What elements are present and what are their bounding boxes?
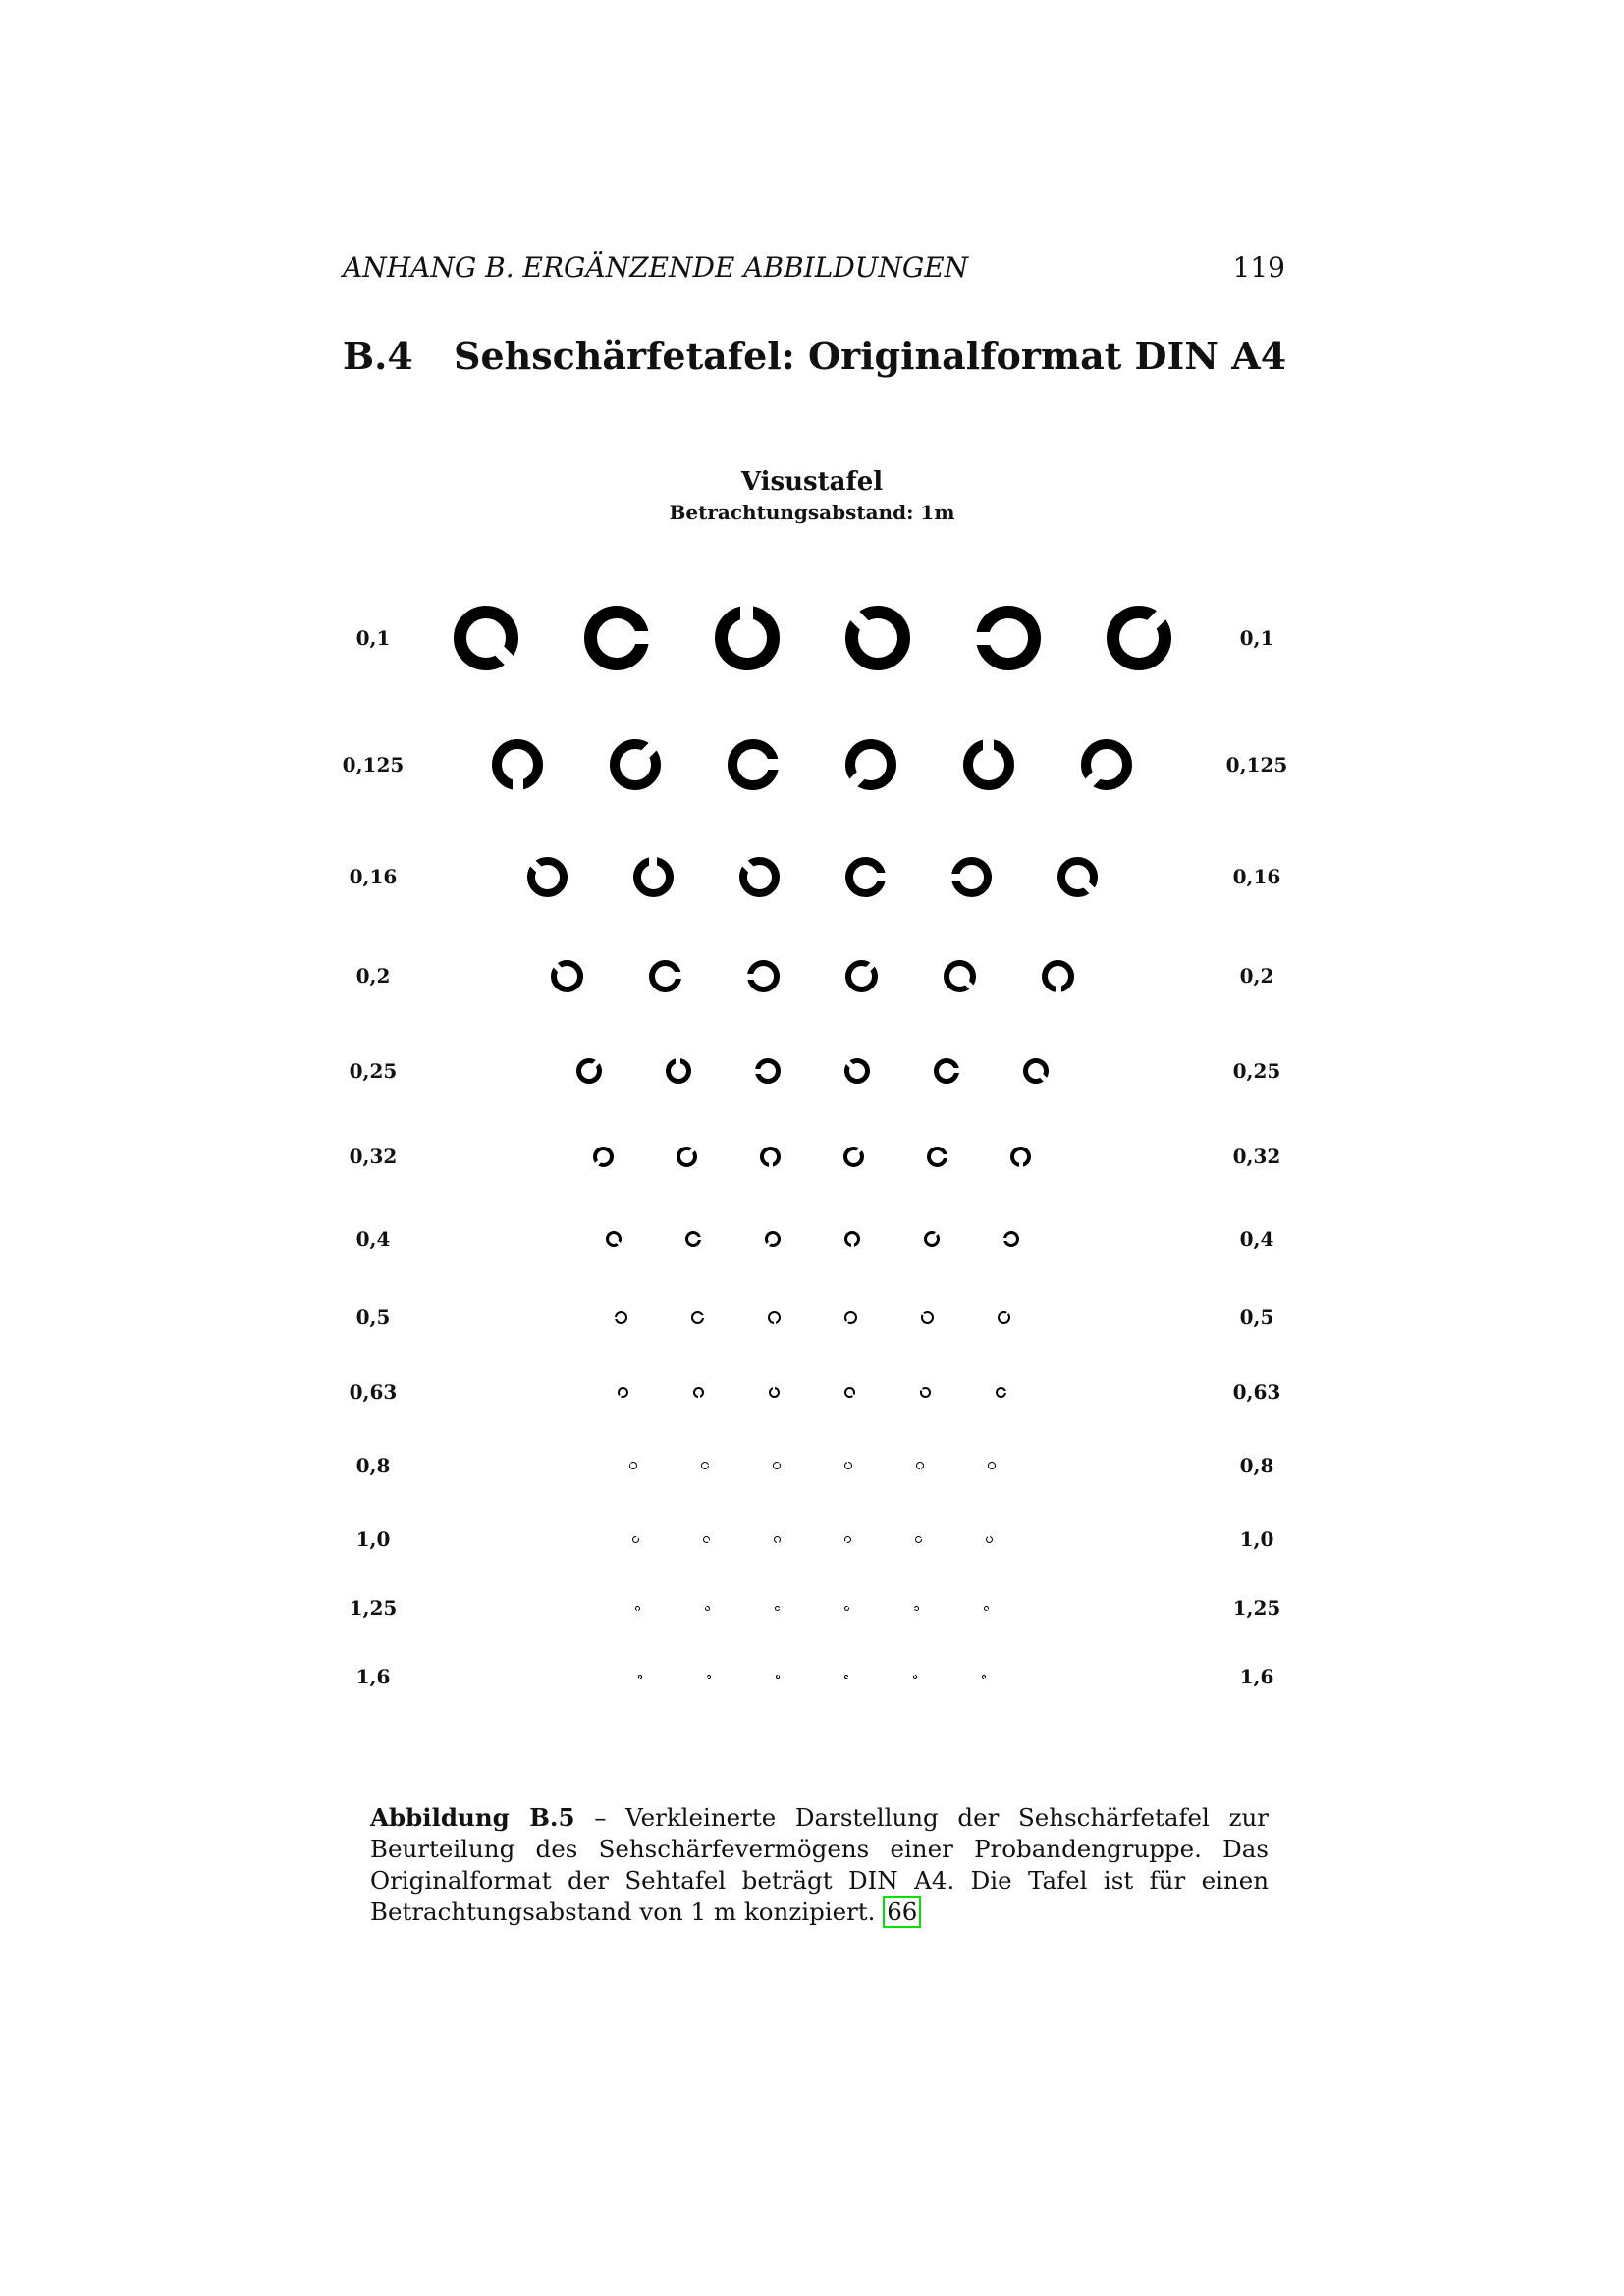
ring-gap bbox=[921, 1312, 926, 1317]
ring-gap bbox=[637, 1609, 638, 1612]
ring-gap bbox=[673, 972, 681, 979]
landolt-ring bbox=[673, 1142, 702, 1171]
landolt-ring bbox=[492, 739, 543, 790]
ring-gap bbox=[849, 611, 869, 630]
ring-gap bbox=[1003, 1311, 1008, 1316]
landolt-ring bbox=[1003, 1231, 1019, 1247]
ring-gap bbox=[1147, 610, 1166, 629]
visus-label-left: 0,4 bbox=[355, 1227, 391, 1251]
landolt-ring bbox=[996, 1387, 1006, 1398]
landolt-ring bbox=[706, 1674, 712, 1680]
ring-gap bbox=[769, 1161, 773, 1167]
landolt-ring bbox=[774, 1536, 781, 1543]
ring-gap bbox=[639, 1677, 640, 1680]
visus-label-left: 0,1 bbox=[355, 626, 391, 650]
ring-gap bbox=[591, 1059, 600, 1068]
caption-text: – Verkleinerte Darstellung der Sehschärfetafel zur Beurteilung des Sehschärfevermögens einer Probandengruppe. Das Originalformat der Sehtafel beträgt DIN A4. Die Tafel ist für einen Betrachtungsabstand von 1 m konzipiert. bbox=[370, 1803, 1269, 1926]
ring-gap bbox=[513, 778, 522, 790]
ring-gap bbox=[1082, 881, 1095, 894]
ring-gap bbox=[876, 873, 886, 881]
ring-gap bbox=[952, 1068, 959, 1073]
ring-gap bbox=[844, 1539, 847, 1542]
landolt-ring bbox=[934, 1058, 959, 1084]
visus-label-left: 1,6 bbox=[355, 1665, 391, 1688]
section-heading bbox=[343, 334, 1286, 378]
ring-gap bbox=[943, 1154, 948, 1158]
landolt-ring bbox=[844, 1231, 860, 1247]
ring-gap bbox=[1038, 1074, 1047, 1083]
landolt-ring bbox=[920, 1228, 943, 1251]
landolt-ring bbox=[616, 1384, 631, 1400]
ring-gap bbox=[618, 1393, 623, 1398]
landolt-ring bbox=[839, 1053, 875, 1090]
ring-gap bbox=[635, 1535, 638, 1538]
ring-gap bbox=[649, 856, 657, 866]
ring-gap bbox=[919, 1538, 922, 1539]
landolt-ring bbox=[912, 1674, 918, 1680]
landolt-ring bbox=[963, 739, 1014, 790]
landolt-ring bbox=[518, 848, 575, 905]
landolt-ring bbox=[704, 1604, 711, 1611]
landolt-ring bbox=[685, 1231, 701, 1247]
ring-gap bbox=[920, 1387, 925, 1392]
landolt-ring bbox=[544, 953, 590, 999]
landolt-ring bbox=[638, 1675, 642, 1679]
landolt-ring bbox=[1070, 728, 1143, 801]
page-number: 119 bbox=[1232, 251, 1285, 284]
visus-label-left: 0,125 bbox=[342, 753, 405, 776]
visus-label-left: 0,8 bbox=[355, 1454, 391, 1477]
ring-gap bbox=[850, 1393, 855, 1398]
ring-gap bbox=[1003, 1391, 1007, 1393]
ring-gap bbox=[628, 1463, 632, 1467]
landolt-ring bbox=[995, 1308, 1012, 1326]
landolt-ring bbox=[691, 1311, 704, 1324]
landolt-ring bbox=[599, 728, 672, 801]
landolt-ring bbox=[701, 1462, 709, 1469]
figure-caption bbox=[370, 1802, 1269, 1928]
ring-gap bbox=[984, 1677, 987, 1680]
visus-label-right: 1,6 bbox=[1239, 1665, 1274, 1688]
landolt-ring bbox=[701, 1534, 711, 1544]
ring-gap bbox=[699, 1315, 704, 1318]
ring-gap bbox=[849, 772, 865, 787]
landolt-ring bbox=[844, 1462, 852, 1469]
landolt-ring bbox=[842, 1384, 858, 1400]
ring-gap bbox=[777, 1540, 778, 1543]
landolt-ring bbox=[845, 857, 886, 897]
landolt-ring bbox=[775, 1606, 780, 1611]
ring-gap bbox=[850, 1243, 853, 1248]
landolt-ring bbox=[769, 1387, 780, 1398]
chart-subtitle: Betrachtungsabstand: 1m bbox=[669, 501, 955, 524]
landolt-ring bbox=[1049, 848, 1106, 905]
ring-gap bbox=[919, 1467, 921, 1470]
visus-label-left: 1,25 bbox=[349, 1596, 398, 1620]
ring-gap bbox=[529, 859, 542, 872]
landolt-ring bbox=[728, 739, 779, 790]
landolt-ring bbox=[1042, 960, 1074, 992]
ring-gap bbox=[698, 1394, 700, 1398]
ring-gap bbox=[765, 1241, 771, 1247]
ring-gap bbox=[950, 873, 960, 881]
landolt-ring bbox=[693, 1387, 704, 1398]
ring-gap bbox=[933, 1232, 939, 1238]
ring-gap bbox=[778, 1674, 779, 1677]
ring-gap bbox=[975, 632, 990, 645]
ring-gap bbox=[688, 1147, 695, 1153]
landolt-ring bbox=[627, 1460, 638, 1470]
landolt-ring bbox=[843, 1604, 850, 1611]
landolt-ring bbox=[589, 1142, 619, 1171]
landolt-ring bbox=[981, 1674, 987, 1680]
running-title: ANHANG B. ERGÄNZENDE ABBILDUNGEN bbox=[343, 251, 969, 284]
ring-gap bbox=[846, 1677, 849, 1678]
landolt-ring bbox=[986, 1536, 993, 1543]
ring-gap bbox=[845, 1060, 854, 1069]
landolt-ring bbox=[1010, 1147, 1031, 1167]
landolt-ring bbox=[633, 857, 674, 897]
ring-gap bbox=[845, 1318, 850, 1323]
ring-gap bbox=[641, 742, 657, 758]
landolt-ring bbox=[630, 1534, 640, 1544]
landolt-ring bbox=[768, 1311, 781, 1324]
landolt-ring bbox=[649, 960, 681, 992]
visus-label-right: 0,2 bbox=[1239, 964, 1274, 988]
section-title: Sehschärfetafel: Originalformat DIN A4 bbox=[454, 334, 1287, 378]
caption-label: Abbildung B.5 bbox=[370, 1803, 575, 1832]
visus-label-right: 0,4 bbox=[1239, 1227, 1274, 1251]
visus-label-left: 0,16 bbox=[349, 865, 398, 888]
landolt-ring bbox=[983, 1604, 990, 1611]
landolt-ring bbox=[951, 857, 992, 897]
landolt-ring bbox=[776, 1675, 780, 1679]
ring-gap bbox=[773, 1319, 776, 1324]
ring-gap bbox=[913, 1674, 916, 1677]
ring-gap bbox=[706, 1539, 709, 1542]
ring-gap bbox=[705, 1465, 709, 1467]
landolt-ring bbox=[918, 1384, 934, 1400]
visus-label-right: 0,63 bbox=[1232, 1380, 1281, 1404]
ring-gap bbox=[963, 979, 974, 989]
visus-label-left: 1,0 bbox=[355, 1527, 391, 1551]
landolt-ring bbox=[839, 1142, 869, 1171]
ring-gap bbox=[987, 1608, 990, 1611]
landolt-ring bbox=[755, 1058, 781, 1084]
ring-gap bbox=[552, 962, 563, 973]
visus-label-right: 1,0 bbox=[1239, 1527, 1274, 1551]
ring-gap bbox=[864, 961, 875, 972]
ring-gap bbox=[705, 1605, 708, 1608]
ring-gap bbox=[614, 1316, 619, 1319]
landolt-ring bbox=[602, 1228, 624, 1251]
landolt-ring bbox=[914, 1606, 919, 1611]
landolt-ring bbox=[771, 1460, 782, 1470]
ring-gap bbox=[913, 1608, 916, 1609]
landolt-ring bbox=[715, 606, 780, 670]
landolt-ring bbox=[839, 953, 885, 999]
ring-gap bbox=[676, 1057, 680, 1064]
ring-gap bbox=[594, 1158, 601, 1165]
landolt-ring bbox=[635, 1606, 640, 1611]
ring-gap bbox=[846, 1462, 848, 1466]
landolt-ring bbox=[747, 960, 780, 992]
ring-gap bbox=[696, 1237, 701, 1240]
ring-gap bbox=[988, 1466, 992, 1469]
ring-gap bbox=[983, 738, 993, 750]
visus-label-left: 0,25 bbox=[349, 1059, 398, 1083]
landolt-ring bbox=[986, 1460, 997, 1470]
ring-gap bbox=[746, 973, 755, 980]
landolt-ring bbox=[842, 1534, 852, 1544]
landolt-ring bbox=[760, 1147, 781, 1167]
visus-label-right: 0,25 bbox=[1232, 1059, 1281, 1083]
landolt-ring bbox=[915, 1536, 922, 1543]
visus-label-left: 0,63 bbox=[349, 1380, 398, 1404]
landolt-ring bbox=[918, 1308, 936, 1326]
chart-title: Visustafel bbox=[740, 467, 884, 497]
landolt-ring bbox=[731, 848, 787, 905]
landolt-ring bbox=[841, 1308, 859, 1326]
citation-link[interactable]: 66 bbox=[883, 1896, 921, 1928]
landolt-ring bbox=[584, 606, 649, 670]
visus-label-right: 0,32 bbox=[1232, 1145, 1281, 1168]
visus-label-left: 0,5 bbox=[355, 1306, 391, 1329]
ring-gap bbox=[778, 1608, 781, 1609]
ring-gap bbox=[1055, 984, 1061, 992]
ring-gap bbox=[740, 605, 753, 619]
landolt-ring bbox=[844, 1675, 848, 1679]
landolt-ring bbox=[937, 953, 983, 999]
ring-gap bbox=[615, 1240, 621, 1246]
landolt-ring bbox=[570, 1053, 607, 1090]
ring-gap bbox=[767, 759, 779, 769]
ring-gap bbox=[1019, 1161, 1023, 1167]
ring-gap bbox=[847, 1605, 850, 1608]
ring-gap bbox=[855, 1147, 862, 1153]
landolt-ring bbox=[976, 606, 1041, 670]
section-number: B.4 bbox=[343, 334, 413, 378]
visus-label-left: 0,32 bbox=[349, 1145, 398, 1168]
ring-gap bbox=[494, 646, 514, 666]
visus-label-right: 0,16 bbox=[1232, 865, 1281, 888]
landolt-ring bbox=[916, 1462, 924, 1469]
visus-label-right: 0,1 bbox=[1239, 626, 1274, 650]
ring-gap bbox=[988, 1535, 989, 1538]
landolt-ring bbox=[1017, 1053, 1054, 1090]
landolt-ring bbox=[761, 1228, 784, 1251]
landolt-ring bbox=[440, 592, 531, 683]
visus-label-right: 1,25 bbox=[1232, 1596, 1281, 1620]
landolt-ring bbox=[835, 728, 907, 801]
running-head bbox=[343, 251, 1285, 287]
ring-gap bbox=[1085, 772, 1101, 787]
ring-gap bbox=[634, 631, 649, 644]
visus-label-right: 0,125 bbox=[1225, 753, 1288, 776]
landolt-ring bbox=[1093, 592, 1184, 683]
ring-gap bbox=[773, 1386, 775, 1390]
visus-label-right: 0,8 bbox=[1239, 1454, 1274, 1477]
ring-gap bbox=[776, 1462, 780, 1466]
ring-gap bbox=[741, 859, 754, 872]
ring-gap bbox=[754, 1069, 761, 1074]
visus-label-left: 0,2 bbox=[355, 964, 391, 988]
landolt-ring bbox=[927, 1147, 947, 1167]
visus-label-right: 0,5 bbox=[1239, 1306, 1274, 1329]
landolt-ring bbox=[666, 1058, 691, 1084]
ring-gap bbox=[706, 1677, 709, 1680]
landolt-ring bbox=[615, 1311, 627, 1324]
ring-gap bbox=[1002, 1238, 1007, 1241]
landolt-ring bbox=[832, 592, 923, 683]
